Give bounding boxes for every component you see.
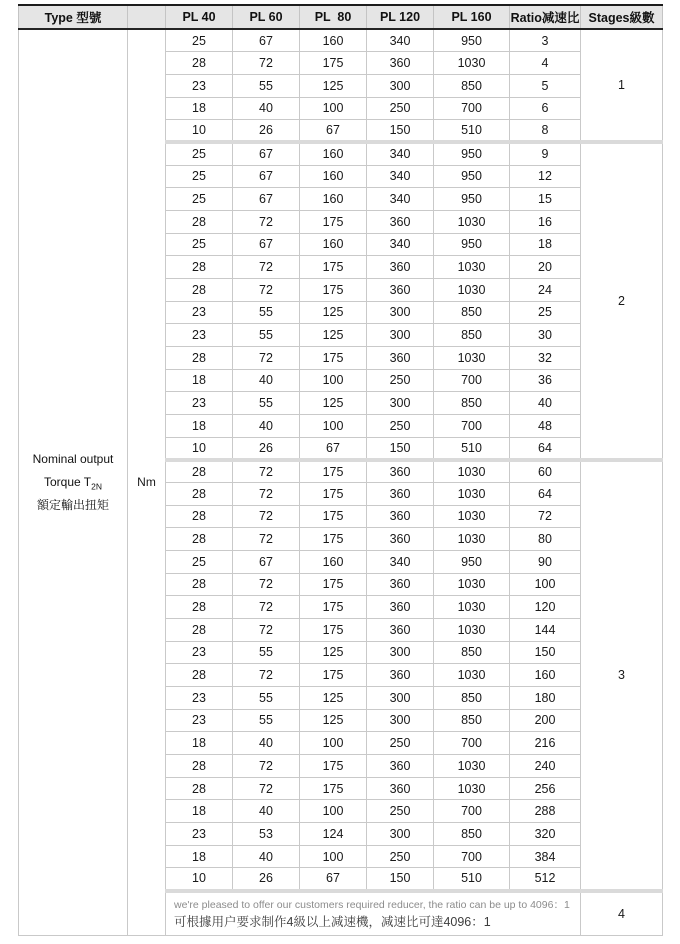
cell-ratio: 90 <box>510 550 581 573</box>
cell-pl40: 23 <box>166 709 233 732</box>
cell-pl120: 340 <box>367 188 434 211</box>
cell-pl120: 360 <box>367 596 434 619</box>
cell-pl40: 28 <box>166 618 233 641</box>
cell-ratio: 48 <box>510 414 581 437</box>
cell-pl60: 55 <box>233 686 300 709</box>
cell-pl60: 72 <box>233 505 300 528</box>
cell-pl160: 1030 <box>434 460 510 483</box>
stage-cell: 3 <box>581 460 663 891</box>
cell-pl80: 125 <box>300 301 367 324</box>
cell-pl120: 300 <box>367 823 434 846</box>
cell-pl160: 1030 <box>434 618 510 641</box>
cell-ratio: 36 <box>510 369 581 392</box>
cell-pl60: 40 <box>233 369 300 392</box>
cell-pl40: 25 <box>166 550 233 573</box>
cell-pl60: 55 <box>233 74 300 97</box>
cell-pl80: 67 <box>300 868 367 891</box>
cell-pl80: 100 <box>300 414 367 437</box>
cell-pl120: 300 <box>367 641 434 664</box>
cell-pl40: 28 <box>166 505 233 528</box>
cell-ratio: 20 <box>510 256 581 279</box>
row-label-line2-main: Torque T <box>43 474 92 489</box>
cell-ratio: 60 <box>510 460 581 483</box>
cell-pl120: 360 <box>367 256 434 279</box>
cell-pl120: 300 <box>367 324 434 347</box>
cell-pl80: 100 <box>300 845 367 868</box>
cell-pl40: 28 <box>166 256 233 279</box>
cell-pl160: 850 <box>434 709 510 732</box>
cell-pl160: 850 <box>434 823 510 846</box>
cell-pl40: 25 <box>166 188 233 211</box>
cell-pl60: 72 <box>233 346 300 369</box>
cell-pl60: 72 <box>233 482 300 505</box>
header-ratio: Ratio减速比 <box>510 5 581 29</box>
cell-pl40: 28 <box>166 482 233 505</box>
cell-pl60: 72 <box>233 210 300 233</box>
cell-pl120: 360 <box>367 755 434 778</box>
cell-pl80: 100 <box>300 97 367 120</box>
cell-pl80: 175 <box>300 618 367 641</box>
cell-pl40: 18 <box>166 369 233 392</box>
cell-pl60: 72 <box>233 278 300 301</box>
cell-ratio: 8 <box>510 120 581 143</box>
cell-pl120: 360 <box>367 573 434 596</box>
row-label-line2 <box>19 471 127 494</box>
row-label-line3: 額定輸出扭矩 <box>36 497 109 512</box>
cell-pl120: 300 <box>367 686 434 709</box>
note-line-zh: 可根據用户要求制作4級以上减速機，减速比可達4096：1 <box>174 914 491 929</box>
cell-pl80: 175 <box>300 346 367 369</box>
cell-pl80: 125 <box>300 324 367 347</box>
stage-cell: 4 <box>581 891 663 936</box>
cell-pl80: 124 <box>300 823 367 846</box>
cell-pl40: 28 <box>166 346 233 369</box>
cell-pl160: 1030 <box>434 346 510 369</box>
cell-pl160: 850 <box>434 392 510 415</box>
cell-pl40: 28 <box>166 278 233 301</box>
cell-ratio: 80 <box>510 528 581 551</box>
header-unit-empty <box>128 5 166 29</box>
cell-pl60: 72 <box>233 52 300 75</box>
custom-ratio-note <box>166 891 581 936</box>
cell-pl160: 1030 <box>434 52 510 75</box>
cell-pl160: 950 <box>434 165 510 188</box>
cell-pl160: 950 <box>434 188 510 211</box>
cell-pl80: 160 <box>300 29 367 52</box>
cell-pl160: 1030 <box>434 596 510 619</box>
cell-pl80: 67 <box>300 120 367 143</box>
cell-pl60: 40 <box>233 97 300 120</box>
stage-cell: 1 <box>581 29 663 142</box>
cell-pl40: 18 <box>166 414 233 437</box>
cell-ratio: 18 <box>510 233 581 256</box>
cell-pl40: 10 <box>166 437 233 460</box>
cell-pl120: 250 <box>367 732 434 755</box>
cell-pl160: 850 <box>434 686 510 709</box>
cell-pl160: 700 <box>434 369 510 392</box>
header-row <box>19 5 663 29</box>
cell-pl40: 28 <box>166 755 233 778</box>
cell-pl40: 10 <box>166 868 233 891</box>
cell-pl120: 360 <box>367 278 434 301</box>
cell-pl80: 100 <box>300 369 367 392</box>
cell-pl160: 1030 <box>434 482 510 505</box>
unit-cell: Nm <box>128 29 166 935</box>
cell-pl40: 18 <box>166 845 233 868</box>
cell-pl80: 160 <box>300 550 367 573</box>
cell-ratio: 64 <box>510 482 581 505</box>
cell-pl60: 26 <box>233 868 300 891</box>
cell-pl120: 340 <box>367 233 434 256</box>
cell-ratio: 15 <box>510 188 581 211</box>
cell-pl80: 175 <box>300 256 367 279</box>
cell-ratio: 256 <box>510 777 581 800</box>
cell-ratio: 320 <box>510 823 581 846</box>
cell-ratio: 120 <box>510 596 581 619</box>
cell-ratio: 40 <box>510 392 581 415</box>
cell-ratio: 3 <box>510 29 581 52</box>
note-line-en: we're pleased to offer our customers required reducer, the ratio can be up to 4096：1 <box>174 898 570 911</box>
cell-pl80: 160 <box>300 142 367 165</box>
cell-pl40: 23 <box>166 74 233 97</box>
cell-pl60: 67 <box>233 188 300 211</box>
cell-pl80: 67 <box>300 437 367 460</box>
cell-pl40: 23 <box>166 392 233 415</box>
cell-pl40: 28 <box>166 777 233 800</box>
cell-ratio: 72 <box>510 505 581 528</box>
cell-pl80: 125 <box>300 709 367 732</box>
cell-pl40: 25 <box>166 29 233 52</box>
cell-pl160: 950 <box>434 29 510 52</box>
cell-pl40: 28 <box>166 52 233 75</box>
cell-pl120: 360 <box>367 346 434 369</box>
cell-pl160: 850 <box>434 301 510 324</box>
cell-pl40: 23 <box>166 686 233 709</box>
cell-pl40: 28 <box>166 596 233 619</box>
cell-pl80: 160 <box>300 188 367 211</box>
cell-pl80: 160 <box>300 233 367 256</box>
cell-pl80: 175 <box>300 528 367 551</box>
cell-pl160: 510 <box>434 437 510 460</box>
cell-ratio: 384 <box>510 845 581 868</box>
cell-pl120: 360 <box>367 482 434 505</box>
cell-pl80: 175 <box>300 482 367 505</box>
cell-pl160: 850 <box>434 74 510 97</box>
cell-pl120: 250 <box>367 414 434 437</box>
cell-pl60: 72 <box>233 460 300 483</box>
cell-ratio: 200 <box>510 709 581 732</box>
cell-pl80: 175 <box>300 460 367 483</box>
cell-pl120: 150 <box>367 437 434 460</box>
cell-pl40: 23 <box>166 823 233 846</box>
cell-pl120: 360 <box>367 618 434 641</box>
cell-ratio: 12 <box>510 165 581 188</box>
header-pl60: PL 60 <box>233 5 300 29</box>
cell-pl120: 360 <box>367 460 434 483</box>
cell-pl60: 53 <box>233 823 300 846</box>
cell-pl120: 250 <box>367 845 434 868</box>
cell-pl80: 175 <box>300 596 367 619</box>
cell-pl40: 28 <box>166 528 233 551</box>
cell-pl60: 67 <box>233 550 300 573</box>
cell-pl160: 700 <box>434 97 510 120</box>
cell-pl160: 700 <box>434 845 510 868</box>
cell-pl80: 100 <box>300 732 367 755</box>
cell-pl160: 1030 <box>434 256 510 279</box>
cell-pl120: 360 <box>367 528 434 551</box>
header-type: Type 型號 <box>19 5 128 29</box>
cell-pl80: 125 <box>300 641 367 664</box>
cell-ratio: 16 <box>510 210 581 233</box>
cell-ratio: 9 <box>510 142 581 165</box>
cell-ratio: 512 <box>510 868 581 891</box>
cell-ratio: 25 <box>510 301 581 324</box>
cell-pl120: 360 <box>367 52 434 75</box>
cell-pl60: 72 <box>233 755 300 778</box>
cell-pl80: 100 <box>300 800 367 823</box>
cell-pl80: 175 <box>300 573 367 596</box>
cell-pl120: 340 <box>367 29 434 52</box>
cell-pl60: 67 <box>233 165 300 188</box>
cell-pl160: 850 <box>434 641 510 664</box>
cell-ratio: 24 <box>510 278 581 301</box>
cell-pl60: 55 <box>233 392 300 415</box>
cell-pl60: 72 <box>233 256 300 279</box>
cell-pl80: 175 <box>300 505 367 528</box>
header-stages: Stages級數 <box>581 5 663 29</box>
cell-pl60: 72 <box>233 573 300 596</box>
cell-pl120: 300 <box>367 392 434 415</box>
cell-pl60: 72 <box>233 664 300 687</box>
cell-pl120: 300 <box>367 709 434 732</box>
cell-pl80: 125 <box>300 74 367 97</box>
cell-pl80: 175 <box>300 755 367 778</box>
cell-pl160: 1030 <box>434 755 510 778</box>
cell-ratio: 100 <box>510 573 581 596</box>
cell-pl160: 1030 <box>434 210 510 233</box>
cell-ratio: 150 <box>510 641 581 664</box>
cell-pl60: 67 <box>233 233 300 256</box>
cell-pl80: 125 <box>300 686 367 709</box>
cell-pl80: 175 <box>300 664 367 687</box>
cell-ratio: 30 <box>510 324 581 347</box>
cell-pl40: 28 <box>166 573 233 596</box>
cell-pl80: 175 <box>300 777 367 800</box>
cell-pl160: 950 <box>434 550 510 573</box>
cell-ratio: 64 <box>510 437 581 460</box>
cell-ratio: 144 <box>510 618 581 641</box>
cell-pl60: 55 <box>233 709 300 732</box>
cell-pl80: 175 <box>300 210 367 233</box>
cell-pl60: 40 <box>233 800 300 823</box>
cell-pl40: 25 <box>166 233 233 256</box>
row-label-line2-sub: 2N <box>91 481 102 492</box>
cell-pl120: 300 <box>367 74 434 97</box>
cell-pl160: 1030 <box>434 528 510 551</box>
cell-pl120: 250 <box>367 800 434 823</box>
cell-pl40: 23 <box>166 324 233 347</box>
cell-pl40: 28 <box>166 664 233 687</box>
cell-pl60: 40 <box>233 732 300 755</box>
cell-ratio: 240 <box>510 755 581 778</box>
header-pl80: PL 80 <box>300 5 367 29</box>
gearbox-spec-table <box>18 4 663 936</box>
cell-pl160: 700 <box>434 800 510 823</box>
cell-pl120: 340 <box>367 165 434 188</box>
cell-pl40: 28 <box>166 210 233 233</box>
cell-pl40: 18 <box>166 800 233 823</box>
cell-ratio: 160 <box>510 664 581 687</box>
cell-pl160: 1030 <box>434 505 510 528</box>
cell-pl80: 175 <box>300 52 367 75</box>
cell-pl40: 28 <box>166 460 233 483</box>
cell-pl60: 55 <box>233 324 300 347</box>
stage-cell: 2 <box>581 142 663 459</box>
cell-ratio: 180 <box>510 686 581 709</box>
cell-pl60: 40 <box>233 414 300 437</box>
header-pl40: PL 40 <box>166 5 233 29</box>
cell-pl160: 510 <box>434 868 510 891</box>
cell-pl60: 72 <box>233 528 300 551</box>
cell-pl60: 55 <box>233 641 300 664</box>
cell-pl120: 360 <box>367 505 434 528</box>
cell-pl60: 72 <box>233 618 300 641</box>
cell-pl40: 18 <box>166 97 233 120</box>
cell-pl120: 250 <box>367 369 434 392</box>
cell-pl160: 950 <box>434 233 510 256</box>
cell-pl80: 125 <box>300 392 367 415</box>
cell-ratio: 288 <box>510 800 581 823</box>
cell-pl120: 340 <box>367 142 434 165</box>
cell-pl160: 510 <box>434 120 510 143</box>
cell-pl60: 67 <box>233 29 300 52</box>
cell-pl40: 25 <box>166 165 233 188</box>
cell-pl160: 1030 <box>434 278 510 301</box>
cell-pl160: 1030 <box>434 777 510 800</box>
cell-pl40: 25 <box>166 142 233 165</box>
cell-pl40: 10 <box>166 120 233 143</box>
header-pl120: PL 120 <box>367 5 434 29</box>
cell-pl160: 950 <box>434 142 510 165</box>
cell-pl120: 150 <box>367 868 434 891</box>
row-label-line1: Nominal output <box>32 451 114 466</box>
table-row <box>19 29 663 52</box>
cell-pl160: 1030 <box>434 573 510 596</box>
cell-pl120: 150 <box>367 120 434 143</box>
cell-pl40: 23 <box>166 641 233 664</box>
cell-ratio: 6 <box>510 97 581 120</box>
cell-pl120: 340 <box>367 550 434 573</box>
cell-pl60: 40 <box>233 845 300 868</box>
cell-pl60: 72 <box>233 596 300 619</box>
cell-pl120: 250 <box>367 97 434 120</box>
cell-pl60: 26 <box>233 120 300 143</box>
cell-pl120: 360 <box>367 777 434 800</box>
cell-pl160: 700 <box>434 414 510 437</box>
cell-pl40: 18 <box>166 732 233 755</box>
cell-ratio: 216 <box>510 732 581 755</box>
cell-pl60: 67 <box>233 142 300 165</box>
cell-pl160: 1030 <box>434 664 510 687</box>
row-label-cell <box>19 29 128 935</box>
cell-pl160: 850 <box>434 324 510 347</box>
cell-pl160: 700 <box>434 732 510 755</box>
cell-pl80: 175 <box>300 278 367 301</box>
cell-pl60: 26 <box>233 437 300 460</box>
cell-pl60: 55 <box>233 301 300 324</box>
cell-pl40: 23 <box>166 301 233 324</box>
header-pl160: PL 160 <box>434 5 510 29</box>
cell-pl120: 300 <box>367 301 434 324</box>
cell-ratio: 4 <box>510 52 581 75</box>
cell-pl60: 72 <box>233 777 300 800</box>
cell-pl120: 360 <box>367 664 434 687</box>
cell-pl120: 360 <box>367 210 434 233</box>
cell-ratio: 5 <box>510 74 581 97</box>
cell-ratio: 32 <box>510 346 581 369</box>
cell-pl80: 160 <box>300 165 367 188</box>
